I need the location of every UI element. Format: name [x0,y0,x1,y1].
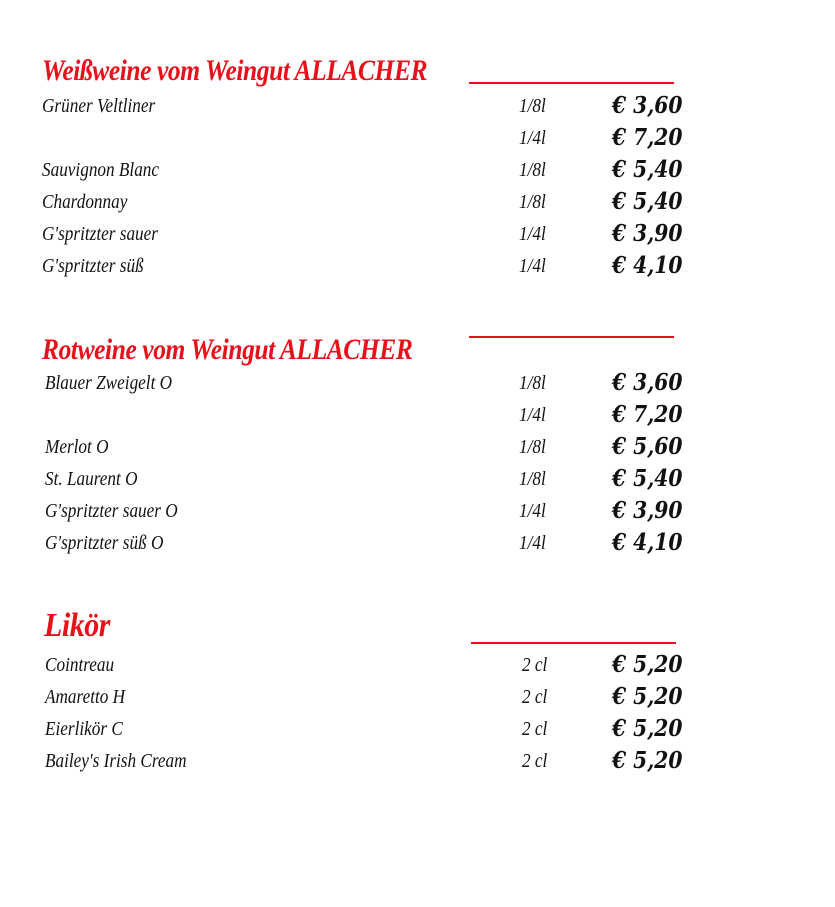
item-size: 2 cl [522,686,548,708]
item-size: 1/8l [519,372,546,394]
item-size: 1/4l [519,532,546,554]
item-price: € 3,60 [612,92,683,119]
list-item [0,252,835,284]
item-price: € 3,90 [612,220,683,247]
item-name: Blauer Zweigelt O [45,372,173,394]
list-item [0,220,835,252]
item-name: Amaretto H [45,686,126,708]
section-divider [469,336,674,338]
list-item [0,529,835,561]
list-item [0,715,835,747]
list-item [0,369,835,401]
item-name: Cointreau [45,654,115,676]
item-size: 2 cl [522,654,548,676]
item-price: € 5,20 [612,683,683,710]
list-item [0,651,835,683]
item-name: Chardonnay [42,191,128,213]
item-name: Bailey's Irish Cream [45,750,187,772]
item-size: 1/4l [519,127,546,149]
item-price: € 5,40 [612,156,683,183]
list-item [0,465,835,497]
section-title: Likör [44,607,110,644]
section-divider [471,642,676,644]
item-name: Sauvignon Blanc [42,159,160,181]
item-price: € 5,20 [612,715,683,742]
item-price: € 3,90 [612,497,683,524]
section-title: Rotweine vom Weingut ALLACHER [42,333,413,366]
item-price: € 5,60 [612,433,683,460]
list-item [0,188,835,220]
item-name: G'spritzter sauer O [45,500,178,522]
item-name: G'spritzter süß [42,255,144,277]
item-name: Grüner Veltliner [42,95,156,117]
list-item [0,156,835,188]
item-list [0,92,835,284]
item-name: Merlot O [45,436,109,458]
list-item [0,92,835,124]
item-list [0,369,835,561]
list-item [0,401,835,433]
item-size: 2 cl [522,718,548,740]
item-price: € 5,20 [612,747,683,774]
item-size: 1/4l [519,223,546,245]
item-size: 1/4l [519,500,546,522]
item-price: € 7,20 [612,124,683,151]
item-name: St. Laurent O [45,468,138,490]
item-size: 1/8l [519,436,546,458]
item-name: G'spritzter süß O [45,532,164,554]
item-size: 1/4l [519,255,546,277]
list-item [0,683,835,715]
item-price: € 4,10 [612,252,683,279]
item-price: € 4,10 [612,529,683,556]
list-item [0,433,835,465]
item-size: 2 cl [522,750,548,772]
list-item [0,124,835,156]
item-name: Eierlikör C [45,718,123,740]
list-item [0,747,835,779]
item-price: € 7,20 [612,401,683,428]
item-list [0,651,835,779]
item-name: G'spritzter sauer [42,223,158,245]
item-price: € 3,60 [612,369,683,396]
item-size: 1/8l [519,95,546,117]
item-price: € 5,40 [612,188,683,215]
item-price: € 5,40 [612,465,683,492]
item-size: 1/8l [519,159,546,181]
item-size: 1/4l [519,404,546,426]
item-size: 1/8l [519,191,546,213]
list-item [0,497,835,529]
item-price: € 5,20 [612,651,683,678]
item-size: 1/8l [519,468,546,490]
section-divider [469,82,674,84]
section-title: Weißweine vom Weingut ALLACHER [42,54,428,87]
